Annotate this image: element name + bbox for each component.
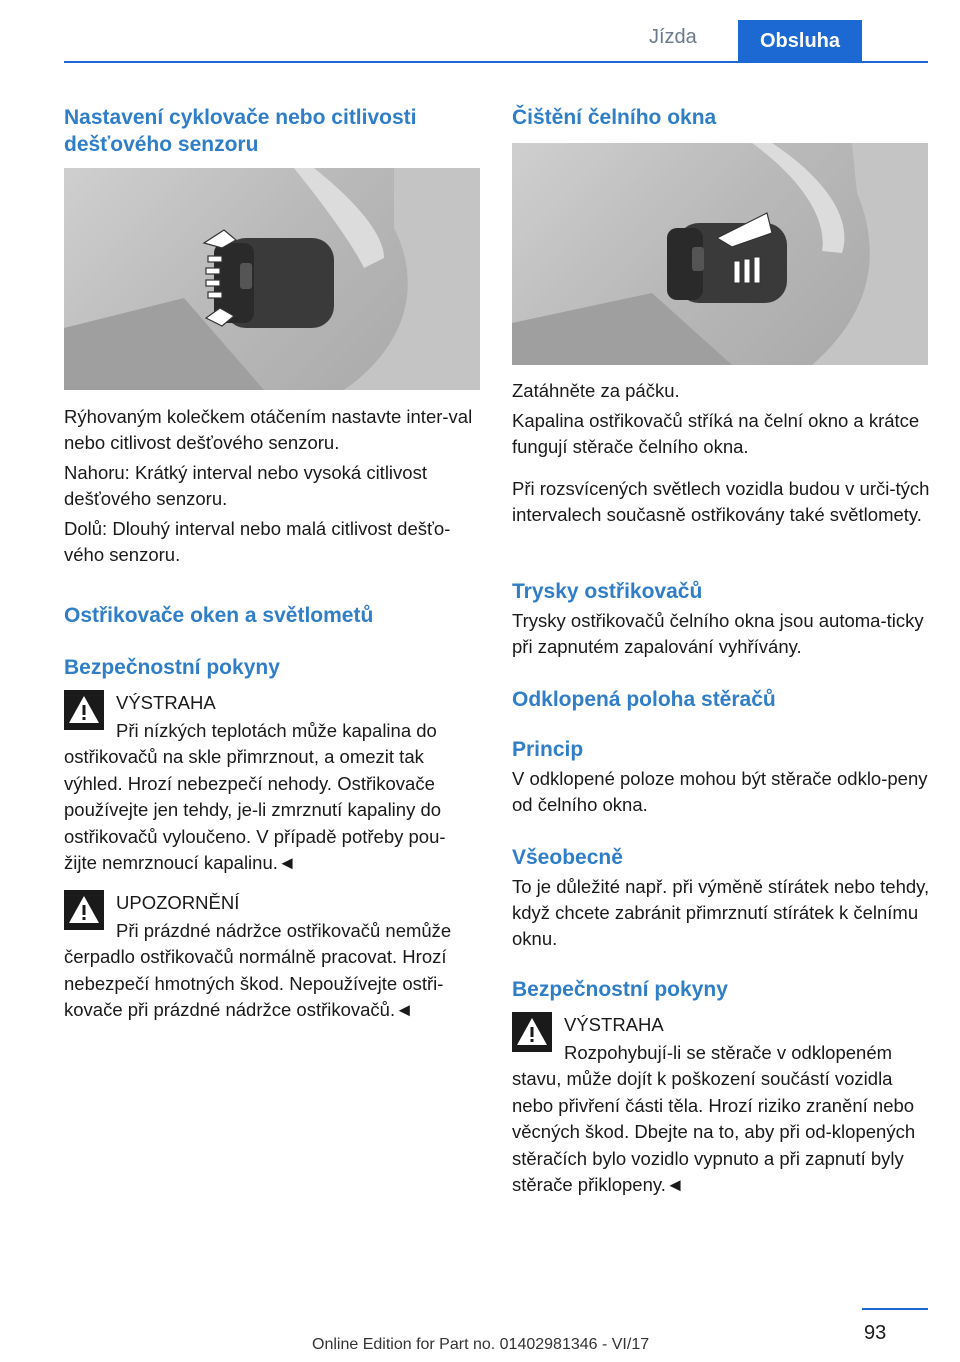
header-rule [64, 61, 928, 63]
footer-rule [862, 1308, 928, 1310]
subheading-general: Všeobecně [512, 846, 623, 869]
section-heading-cycle: Nastavení cyklovače nebo citlivosti dešťového senzoru [64, 106, 417, 156]
warning-title: VÝSTRAHA [116, 692, 216, 713]
paragraph: Kapalina ostřikovačů stříká na čelní okno a krátce fungují stěrače čelního okna. [512, 410, 920, 457]
subheading-safety: Bezpečnostní pokyny [512, 978, 728, 1001]
subheading-safety: Bezpečnostní pokyny [64, 656, 280, 679]
paragraph: V odklopené poloze mohou být stěrače odklo‐peny od čelního okna. [512, 768, 928, 815]
caution-title: UPOZORNĚNÍ [116, 892, 240, 913]
tab-obsluha[interactable]: Obsluha [738, 20, 862, 62]
caution-text: Při prázdné nádržce ostřikovačů nemůže čerpadlo ostřikovačů normálně pracovat. Hrozí nebezpečí hmotných škod. Nepoužívejte ostři‐kovače při prázdné nádržce ostřikovačů.◄ [64, 920, 452, 1021]
warning-title: VÝSTRAHA [564, 1014, 664, 1035]
paragraph: Trysky ostřikovačů čelního okna jsou automa‐ticky při zapnutém zapalování vyhřívány. [512, 610, 924, 657]
warning-text: Rozpohybují-li se stěrače v odklopeném stavu, může dojít k poškození součástí vozidla nebo přivření části těla. Hrozí riziko zranění nebo věcných škod. Dbejte na to, aby při od‐klopených stěračích bylo vozidlo vypnuto a při zapnutí byly stěrače přiklopeny.◄ [512, 1042, 916, 1196]
paragraph: Rýhovaným kolečkem otáčením nastavte inter‐val nebo citlivost dešťového senzoru. [64, 406, 473, 453]
paragraph: Dolů: Dlouhý interval nebo malá citlivost dešťo‐vého senzoru. [64, 518, 451, 565]
edition-text: Online Edition for Part no. 01402981346 - VI/17 [312, 1336, 650, 1353]
warning-text: Při nízkých teplotách může kapalina do ostřikovačů na skle přimrznout, a omezit tak výhled. Hrozí nebezpečí nehody. Ostřikovače používejte jen tehdy, je-li zmrznutí kapaliny do ostřikovačů vyloučeno. V případě potřeby pou‐žijte nemrznoucí kapalinu.◄ [64, 720, 446, 874]
lever-wheel-photo [64, 168, 480, 390]
section-heading-nozzles: Trysky ostřikovačů [512, 580, 703, 603]
section-heading-folded: Odklopená poloha stěračů [512, 688, 776, 711]
paragraph: Při rozsvícených světlech vozidla budou v urči‐tých intervalech současně ostřikovány také světlomety. [512, 478, 930, 525]
section-heading-washers: Ostřikovače oken a světlometů [64, 604, 374, 627]
paragraph: To je důležité např. při výměně stírátek nebo tehdy, když chcete zabránit přimrznutí stírátek k čelnímu oknu. [512, 876, 930, 949]
subheading-principle: Princip [512, 738, 584, 761]
paragraph: Nahoru: Krátký interval nebo vysoká citlivost dešťového senzoru. [64, 462, 427, 509]
tab-jizda[interactable]: Jízda [649, 26, 697, 48]
page-number: 93 [864, 1322, 887, 1344]
lever-pull-photo [512, 143, 928, 365]
section-heading-windshield: Čištění čelního okna [512, 106, 717, 129]
paragraph: Zatáhněte za páčku. [512, 380, 680, 401]
